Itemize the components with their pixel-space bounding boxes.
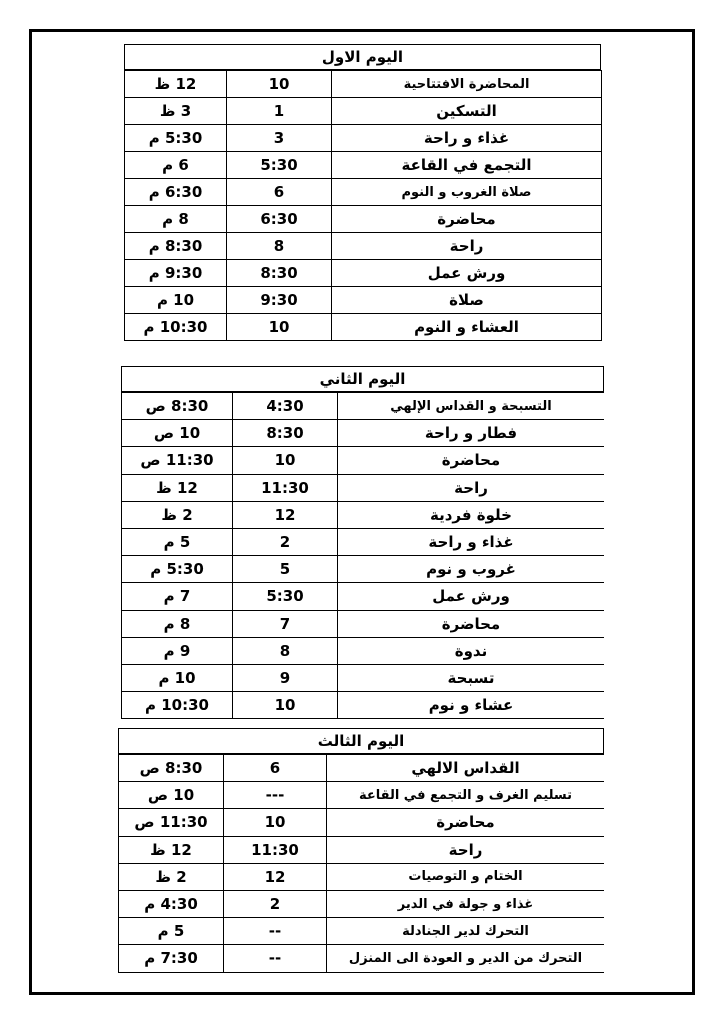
schedule-row	[119, 890, 605, 917]
schedule-row	[125, 260, 602, 287]
day-2-title: اليوم الثاني	[121, 366, 604, 392]
day-1-schedule	[124, 44, 601, 341]
day-3-schedule	[118, 728, 604, 980]
activity-cell: راحة	[338, 474, 605, 501]
activity-cell: العشاء و النوم	[332, 314, 602, 341]
schedule-row	[119, 809, 605, 836]
schedule-row	[119, 863, 605, 890]
end-time-cell: 3 ظ	[125, 98, 227, 125]
activity-cell: الختام و التوصيات	[327, 863, 605, 890]
end-time-cell: 10:30 م	[122, 692, 233, 719]
start-time-cell: 12	[233, 501, 338, 528]
start-time-cell: 11:30	[224, 836, 327, 863]
schedule-row	[122, 664, 605, 691]
end-time-cell: 2 ظ	[122, 501, 233, 528]
activity-cell: صلاة	[332, 287, 602, 314]
activity-cell: التحرك لدير الجنادلة	[327, 918, 605, 945]
activity-cell: التسبحة و القداس الإلهي	[338, 393, 605, 420]
activity-cell: غذاء و راحة	[338, 528, 605, 555]
activity-cell: القداس الالهي	[327, 755, 605, 782]
start-time-cell: 5:30	[227, 152, 332, 179]
end-time-cell: 10 م	[125, 287, 227, 314]
start-time-cell: 4:30	[233, 393, 338, 420]
schedule-row	[125, 287, 602, 314]
end-time-cell: 5:30 م	[122, 556, 233, 583]
activity-cell: ندوة	[338, 637, 605, 664]
start-time-cell: 8:30	[233, 420, 338, 447]
start-time-cell: 10	[233, 447, 338, 474]
day-2-schedule	[121, 366, 604, 722]
start-time-cell: 1	[227, 98, 332, 125]
end-time-cell: 11:30 ص	[119, 809, 224, 836]
activity-cell: التجمع في القاعة	[332, 152, 602, 179]
activity-cell: خلوة فردية	[338, 501, 605, 528]
activity-cell: محاضرة	[338, 610, 605, 637]
activity-cell: غذاء و جولة في الدير	[327, 890, 605, 917]
schedule-row	[122, 474, 605, 501]
end-time-cell: 12 ظ	[119, 836, 224, 863]
activity-cell: ورش عمل	[332, 260, 602, 287]
activity-cell: المحاضرة الافتتاحية	[332, 71, 602, 98]
start-time-cell: 10	[233, 692, 338, 719]
activity-cell: غذاء و راحة	[332, 125, 602, 152]
activity-cell: تسبحة	[338, 664, 605, 691]
start-time-cell: 8	[227, 233, 332, 260]
start-time-cell: 8:30	[227, 260, 332, 287]
schedule-row	[119, 945, 605, 972]
start-time-cell: 7	[233, 610, 338, 637]
day-2-table	[121, 392, 604, 719]
end-time-cell: 6:30 م	[125, 179, 227, 206]
end-time-cell: 6 م	[125, 152, 227, 179]
activity-cell: راحة	[327, 836, 605, 863]
day-3-table	[118, 754, 604, 973]
start-time-cell: ---	[224, 782, 327, 809]
end-time-cell: 2 ظ	[119, 863, 224, 890]
schedule-row	[122, 447, 605, 474]
end-time-cell: 12 ظ	[122, 474, 233, 501]
activity-cell: التسكين	[332, 98, 602, 125]
end-time-cell: 11:30 ص	[122, 447, 233, 474]
activity-cell: التحرك من الدير و العودة الى المنزل	[327, 945, 605, 972]
day-3-title: اليوم الثالث	[118, 728, 604, 754]
end-time-cell: 10 م	[122, 664, 233, 691]
start-time-cell: 9	[233, 664, 338, 691]
schedule-row	[122, 637, 605, 664]
schedule-row	[122, 692, 605, 719]
schedule-row	[125, 71, 602, 98]
start-time-cell: 2	[233, 528, 338, 555]
activity-cell: راحة	[332, 233, 602, 260]
activity-cell: محاضرة	[332, 206, 602, 233]
activity-cell: تسليم الغرف و التجمع في القاعة	[327, 782, 605, 809]
activity-cell: عشاء و نوم	[338, 692, 605, 719]
end-time-cell: 9:30 م	[125, 260, 227, 287]
end-time-cell: 8:30 ص	[122, 393, 233, 420]
schedule-row	[122, 528, 605, 555]
schedule-row	[125, 233, 602, 260]
end-time-cell: 8 م	[125, 206, 227, 233]
schedule-row	[125, 314, 602, 341]
schedule-row	[125, 98, 602, 125]
end-time-cell: 10 ص	[122, 420, 233, 447]
schedule-row	[125, 125, 602, 152]
end-time-cell: 10 ص	[119, 782, 224, 809]
end-time-cell: 5 م	[122, 528, 233, 555]
start-time-cell: 2	[224, 890, 327, 917]
start-time-cell: 8	[233, 637, 338, 664]
activity-cell: غروب و نوم	[338, 556, 605, 583]
end-time-cell: 4:30 م	[119, 890, 224, 917]
start-time-cell: 6	[227, 179, 332, 206]
activity-cell: ورش عمل	[338, 583, 605, 610]
end-time-cell: 5:30 م	[125, 125, 227, 152]
day-1-table	[124, 70, 602, 341]
start-time-cell: 6:30	[227, 206, 332, 233]
start-time-cell: --	[224, 918, 327, 945]
activity-cell: فطار و راحة	[338, 420, 605, 447]
start-time-cell: 3	[227, 125, 332, 152]
start-time-cell: 10	[227, 71, 332, 98]
schedule-row	[122, 501, 605, 528]
end-time-cell: 8:30 م	[125, 233, 227, 260]
end-time-cell: 10:30 م	[125, 314, 227, 341]
end-time-cell: 12 ظ	[125, 71, 227, 98]
schedule-row	[122, 610, 605, 637]
schedule-row	[125, 179, 602, 206]
start-time-cell: 5	[233, 556, 338, 583]
start-time-cell: 12	[224, 863, 327, 890]
end-time-cell: 9 م	[122, 637, 233, 664]
activity-cell: محاضرة	[327, 809, 605, 836]
start-time-cell: --	[224, 945, 327, 972]
start-time-cell: 10	[227, 314, 332, 341]
start-time-cell: 5:30	[233, 583, 338, 610]
end-time-cell: 5 م	[119, 918, 224, 945]
start-time-cell: 11:30	[233, 474, 338, 501]
schedule-row	[119, 755, 605, 782]
start-time-cell: 10	[224, 809, 327, 836]
start-time-cell: 9:30	[227, 287, 332, 314]
activity-cell: صلاة الغروب و النوم	[332, 179, 602, 206]
end-time-cell: 8:30 ص	[119, 755, 224, 782]
schedule-row	[125, 206, 602, 233]
schedule-row	[119, 918, 605, 945]
schedule-row	[122, 583, 605, 610]
schedule-row	[119, 836, 605, 863]
end-time-cell: 7 م	[122, 583, 233, 610]
schedule-row	[122, 420, 605, 447]
schedule-row	[125, 152, 602, 179]
schedule-row	[119, 782, 605, 809]
schedule-row	[122, 556, 605, 583]
day-1-title: اليوم الاول	[124, 44, 601, 70]
end-time-cell: 7:30 م	[119, 945, 224, 972]
end-time-cell: 8 م	[122, 610, 233, 637]
schedule-row	[122, 393, 605, 420]
start-time-cell: 6	[224, 755, 327, 782]
activity-cell: محاضرة	[338, 447, 605, 474]
